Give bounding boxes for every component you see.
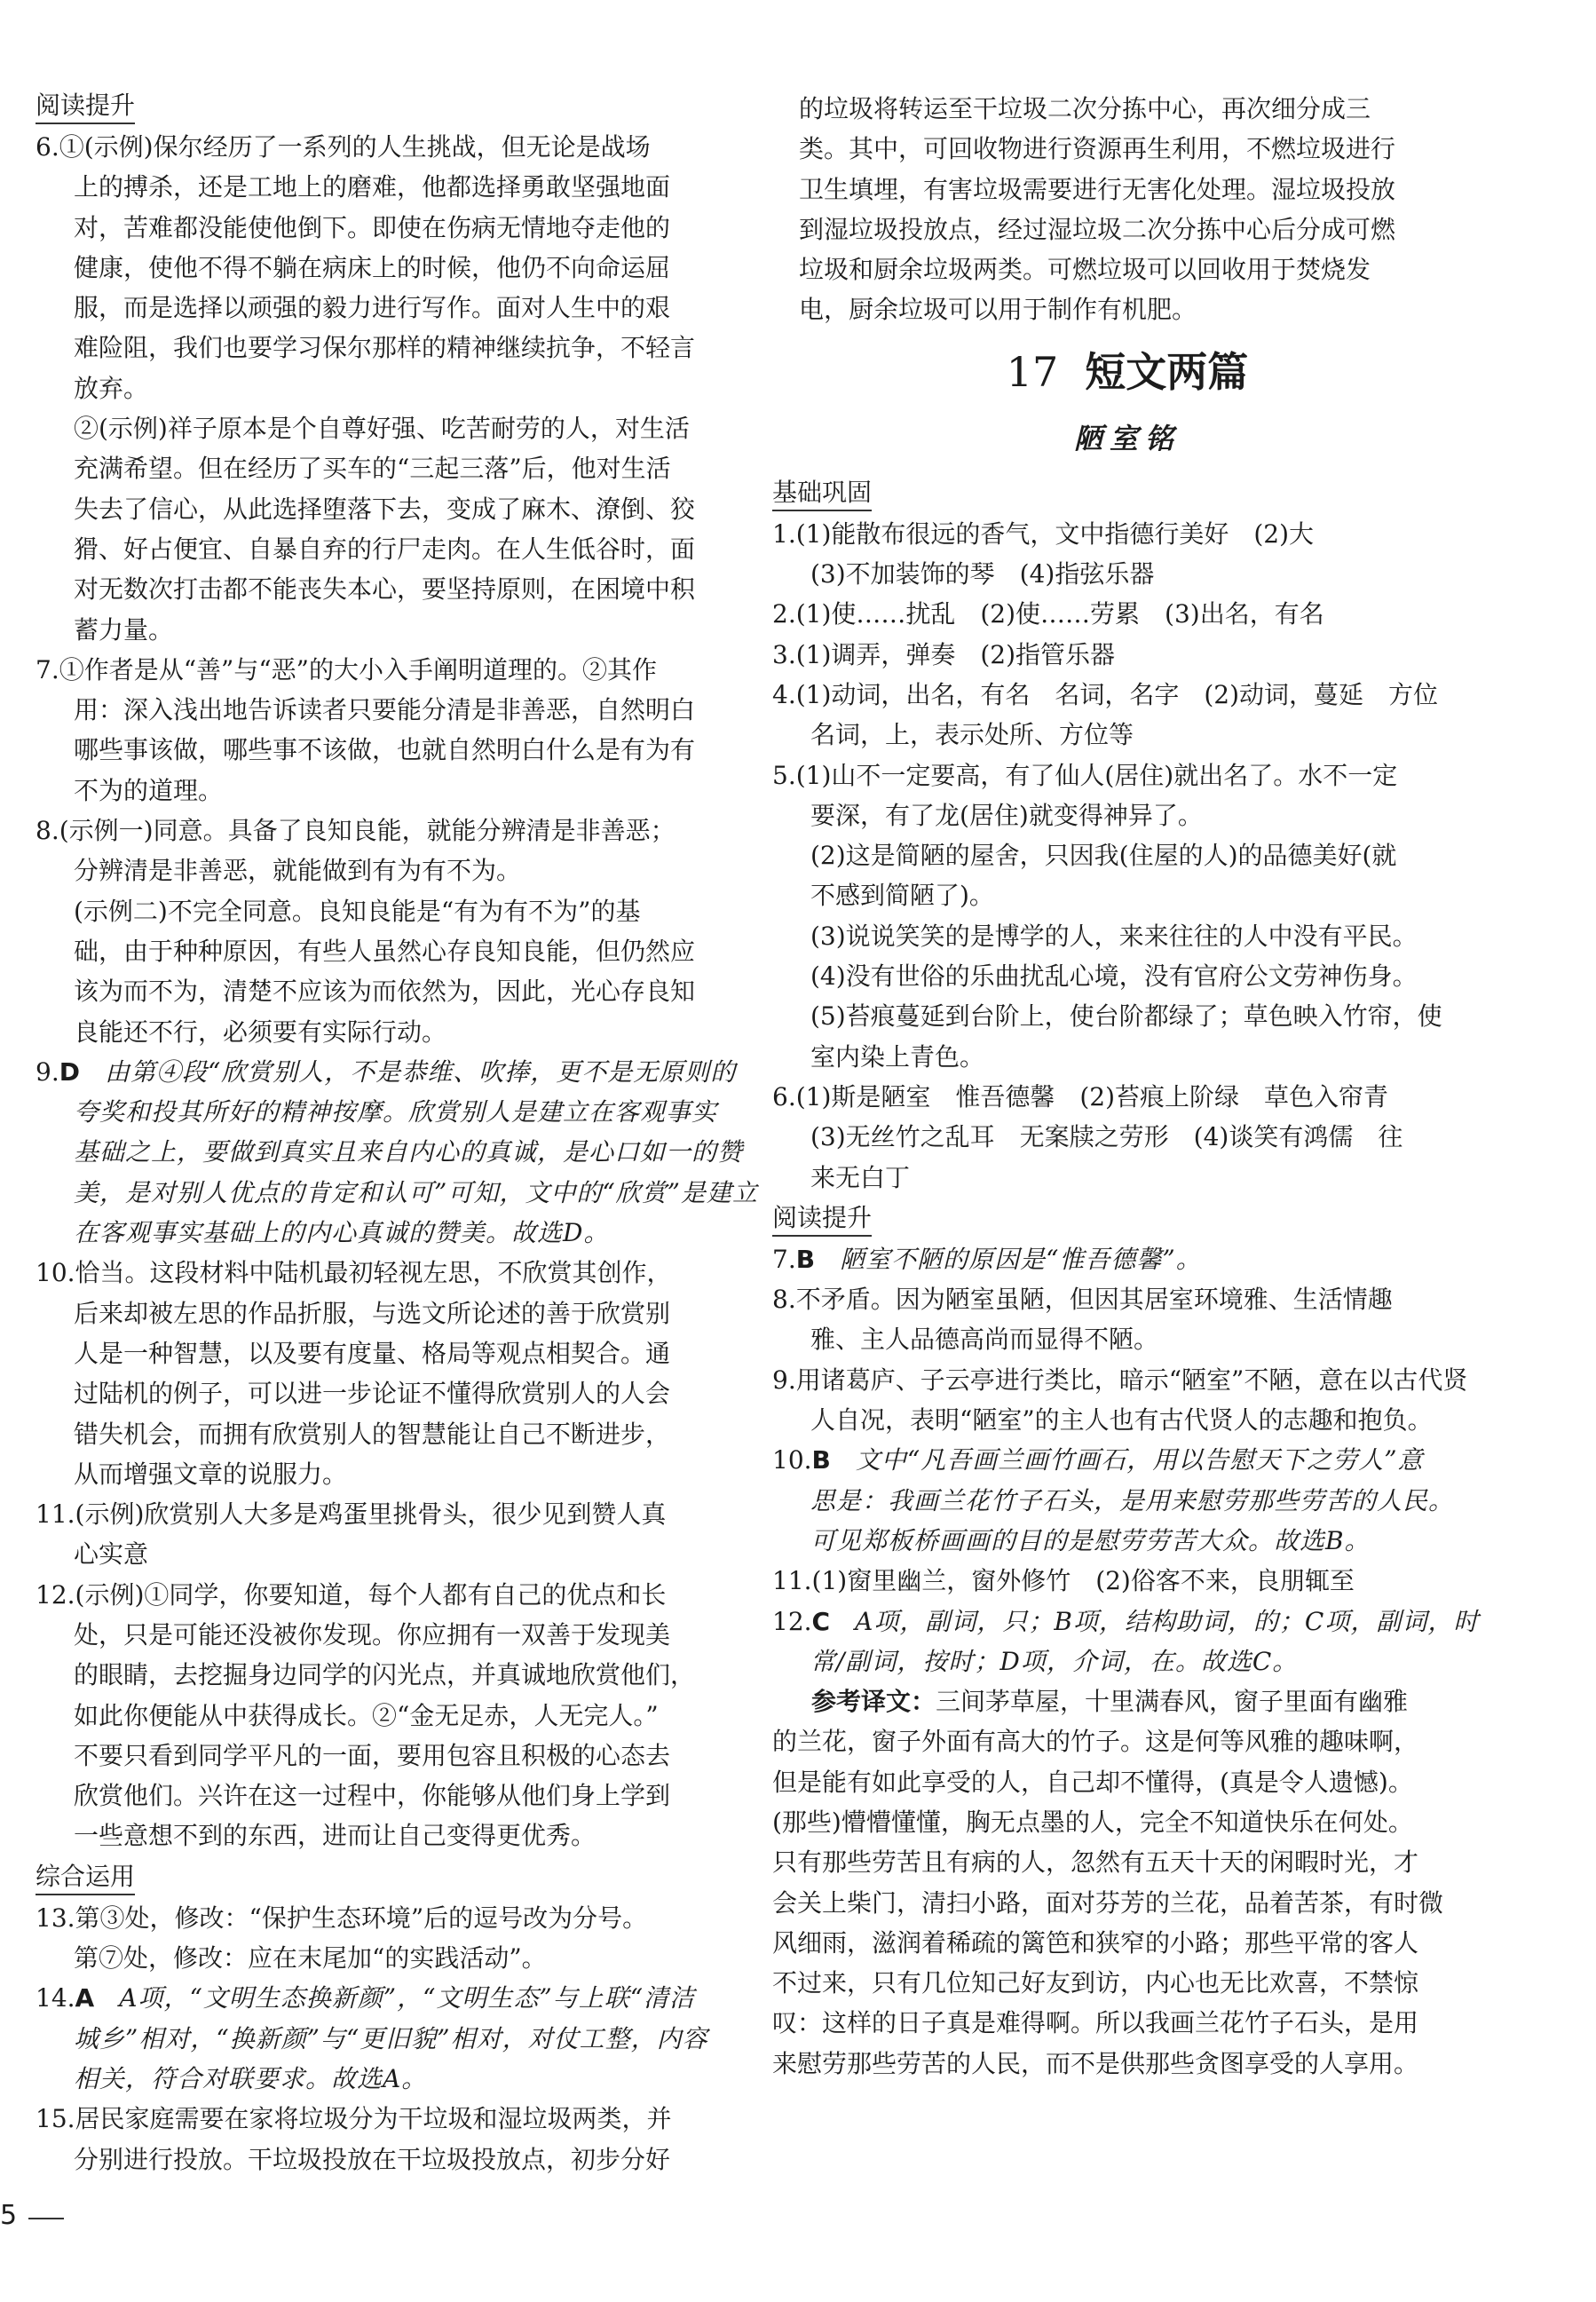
answer-letter: D xyxy=(59,1056,80,1087)
text-line: (示例二)不完全同意。良知良能是“有为有不为”的基 xyxy=(74,896,641,926)
text-line: 的垃圾将转运至干垃圾二次分拣中心，再次细分成三 xyxy=(799,94,1371,123)
text-line: 猾、好占便宜、自暴自弃的行尸走肉。在人生低谷时，面 xyxy=(74,534,696,564)
answer-r10 xyxy=(772,1440,1455,1561)
text-line: 的眼睛，去挖掘身边同学的闪光点，并真诚地欣赏他们， xyxy=(74,1660,696,1690)
text-line: 会关上柴门，清扫小路，面对芬芳的兰花，品着苦茶，有时微 xyxy=(772,1887,1444,1918)
text-line: 错失机会，而拥有欣赏别人的智慧能让自己不断进步， xyxy=(74,1419,671,1449)
text-line: 失去了信心，从此选择堕落下去，变成了麻木、潦倒、狡 xyxy=(74,494,696,524)
text-line: 良能还不行，必须要有实际行动。 xyxy=(74,1017,447,1047)
text-line: 陋室不陋的原因是“惟吾德馨”。 xyxy=(840,1244,1202,1274)
text-line: 城乡”相对，“换新颜”与“更旧貌”相对，对仗工整，内容 xyxy=(74,2023,708,2053)
text-line: 不为的道理。 xyxy=(74,775,224,805)
text-line: 12.(示例)①同学，你要知道，每个人都有自己的优点和长 xyxy=(36,1579,667,1610)
text-line: 叹：这样的日子真是难得啊。所以我画兰花竹子石头，是用 xyxy=(772,2008,1419,2038)
section-reading-label: 阅读提升 xyxy=(36,89,135,124)
text-line: 11.(示例)欣赏别人大多是鸡蛋里挑骨头，很少见到赞人真 xyxy=(36,1499,667,1530)
text-line: 不过来，只有几位知己好友到访，内心也无比欢喜，不禁惊 xyxy=(772,1968,1419,1998)
answer-q15 xyxy=(36,2099,739,2179)
text-line: 哪些事该做，哪些事不该做，也就自然明白什么是有为有 xyxy=(74,735,696,765)
answer-q11 xyxy=(36,1494,739,1575)
basic-answer-line: 2.(1)使……扰乱 (2)使……劳累 (3)出名，有名 xyxy=(772,599,1324,629)
answer-letter: C xyxy=(811,1606,831,1636)
text-line: 10.恰当。这段材料中陆机最初轻视左思，不欣赏其创作， xyxy=(36,1258,672,1288)
text-line: 夸奖和投其所好的精神按摩。欣赏别人是建立在客观事实 xyxy=(74,1097,718,1127)
text-line: 难险阻，我们也要学习保尔那样的精神继续抗争，不轻言 xyxy=(74,333,696,363)
reference-translation xyxy=(772,1681,1444,2084)
answer-q14 xyxy=(36,1978,739,2099)
text-line: 在客观事实基础上的内心真诚的赞美。故选D。 xyxy=(74,1218,610,1248)
text-line: 13.第③处，修改：“保护生态环境”后的逗号改为分号。 xyxy=(36,1903,648,1933)
chapter-number: 17 xyxy=(1006,347,1059,396)
basic-answer-line: 室内染上青色。 xyxy=(810,1041,985,1072)
text-line: 一些意想不到的东西，进而让自己变得更优秀。 xyxy=(74,1821,597,1851)
text-line: 垃圾和厨余垃圾两类。可燃垃圾可以回收用于焚烧发 xyxy=(799,255,1371,285)
text-line: 常/副词，按时；D项，介词，在。故选C。 xyxy=(810,1646,1299,1676)
text-line: 从而增强文章的说服力。 xyxy=(74,1459,348,1489)
translation-label: 参考译文： xyxy=(811,1687,936,1717)
basic-answer-line: (5)苔痕蔓延到台阶上，使台阶都绿了；草色映入竹帘，使 xyxy=(810,1001,1442,1032)
text-line: 文中“凡吾画兰画竹画石，用以告慰天下之劳人”意 xyxy=(855,1445,1424,1475)
text-line: 的兰花，窗子外面有高大的竹子。这是何等风雅的趣味啊， xyxy=(772,1727,1419,1757)
text-line: 对无数次打击都不能丧失本心，要坚持原则，在困境中积 xyxy=(74,574,696,605)
question-number: 9. xyxy=(36,1056,59,1087)
text-line: 15.居民家庭需要在家将垃圾分为干垃圾和湿垃圾两类，并 xyxy=(36,2104,672,2134)
text-line: 上的搏杀，还是工地上的磨难，他都选择勇敢坚强地面 xyxy=(74,172,671,202)
text-line: 不要只看到同学平凡的一面，要用包容且积极的心态去 xyxy=(74,1740,671,1770)
question-number: 12. xyxy=(772,1606,812,1636)
question-number: 14. xyxy=(36,1983,75,2013)
basic-answer-line: (4)没有世俗的乐曲扰乱心境，没有官府公文劳神伤身。 xyxy=(810,961,1418,992)
text-line: 三间茅草屋，十里满春风，窗子里面有幽雅 xyxy=(936,1687,1409,1717)
answer-q13 xyxy=(36,1898,739,1979)
basic-answer-line: 6.(1)斯是陋室 惟吾德馨 (2)苔痕上阶绿 草色入帘青 xyxy=(772,1081,1389,1111)
basic-answer-line: 5.(1)山不一定要高，有了仙人(居住)就出名了。水不一定 xyxy=(772,760,1398,790)
text-line: 人自况，表明“陋室”的主人也有古代贤人的志趣和抱负。 xyxy=(810,1405,1433,1436)
text-line: 该为而不为，清楚不应该为而依然为，因此，光心存良知 xyxy=(74,977,696,1007)
basic-answer-line: 要深，有了龙(居住)就变得神异了。 xyxy=(810,800,1203,830)
answer-letter: B xyxy=(795,1244,816,1274)
answer-q6 xyxy=(36,127,739,650)
text-line: 基础之上，要做到真实且来自内心的真诚，是心口如一的赞 xyxy=(74,1137,744,1167)
question-number: 7. xyxy=(772,1244,796,1274)
basic-answer-line: 来无白丁 xyxy=(810,1162,911,1192)
section-reading-label-right: 阅读提升 xyxy=(772,1201,872,1237)
text-line: 由第④段“欣赏别人，不是恭维、吹捧，更不是无原则的 xyxy=(104,1056,737,1087)
answer-r9 xyxy=(772,1360,1468,1441)
chapter-title xyxy=(826,341,1429,403)
text-line: 人是一种智慧，以及要有度量、格局等观点相契合。通 xyxy=(74,1338,671,1368)
text-line: 础，由于种种原因，有些人虽然心存良知良能，但仍然应 xyxy=(74,936,696,966)
text-line: 用：深入浅出地告诉读者只要能分清是非善恶，自然明白 xyxy=(74,695,696,725)
right-column xyxy=(772,89,1480,2084)
text-line: 类。其中，可回收物进行资源再生利用，不燃垃圾进行 xyxy=(799,134,1396,164)
text-line: 9.用诸葛庐、子云亭进行类比，暗示“陋室”不陋，意在以古代贤 xyxy=(772,1365,1468,1395)
chapter-name: 短文两篇 xyxy=(1085,347,1249,396)
text-line: ②(示例)祥子原本是个自尊好强、吃苦耐劳的人，对生活 xyxy=(74,414,690,444)
text-line: 健康，使他不得不躺在病床上的时候，他仍不向命运屈 xyxy=(74,252,671,282)
text-line: 充满希望。但在经历了买车的“三起三落”后，他对生活 xyxy=(74,454,671,484)
text-line: 到湿垃圾投放点，经过湿垃圾二次分拣中心后分成可燃 xyxy=(799,214,1396,244)
basic-answer-line: (3)说说笑笑的是博学的人，来来往往的人中没有平民。 xyxy=(810,921,1418,951)
basic-answer-line: 1.(1)能散布很远的香气，文中指德行美好 (2)大 xyxy=(772,518,1315,549)
answer-q15-continued xyxy=(772,89,1429,330)
text-line: 卫生填埋，有害垃圾需要进行无害化处理。湿垃圾投放 xyxy=(799,174,1396,204)
answer-letter: A xyxy=(75,1983,95,2013)
text-line: 欣赏他们。兴许在这一过程中，你能够从他们身上学到 xyxy=(74,1781,671,1811)
answer-r11: 11.(1)窗里幽兰，窗外修竹 (2)俗客不来，良朋辄至 xyxy=(772,1566,1355,1596)
text-line: 分辨清是非善恶，就能做到有为有不为。 xyxy=(74,856,522,886)
lesson-subtitle: 陋室铭 xyxy=(1073,421,1181,455)
text-line: 服，而是选择以顽强的毅力进行写作。面对人生中的艰 xyxy=(74,293,671,323)
text-line: 8.不矛盾。因为陋室虽陋，但因其居室环境雅、生活情趣 xyxy=(772,1285,1393,1315)
text-line: 美，是对别人优点的肯定和认可”可知，文中的“欣赏”是建立 xyxy=(74,1177,758,1207)
text-line: 蓄力量。 xyxy=(74,614,174,645)
text-line: A项，副词，只；B项，结构助词，的；C项，副词，时 xyxy=(855,1606,1480,1636)
answer-q7 xyxy=(36,650,739,811)
text-line: 但是能有如此享受的人，自己却不懂得，(真是令人遗憾)。 xyxy=(772,1767,1413,1797)
text-line: 对，苦难都没能使他倒下。即使在伤病无情地夺走他的 xyxy=(74,212,671,242)
answer-q8 xyxy=(36,811,739,1052)
text-line: 7.①作者是从“善”与“恶”的大小入手阐明道理的。②其作 xyxy=(36,654,657,684)
section-comprehensive-label: 综合运用 xyxy=(36,1860,135,1895)
text-line: 心实意 xyxy=(74,1539,149,1570)
text-line: 8.(示例一)同意。具备了良知良能，就能分辨清是非善恶； xyxy=(36,816,676,846)
basic-answers xyxy=(772,514,1442,1198)
answer-r12 xyxy=(772,1602,1480,1682)
text-line: 风细雨，滋润着稀疏的篱笆和狭窄的小路；那些平常的客人 xyxy=(772,1927,1419,1958)
answer-q12 xyxy=(36,1575,739,1856)
section-basic-label: 基础巩固 xyxy=(772,476,872,511)
text-line: 第⑦处，修改：应在末尾加“的实践活动”。 xyxy=(74,1943,547,1974)
text-line: 如此你便能从中获得成长。②“金无足赤，人无完人。” xyxy=(74,1700,659,1730)
basic-answer-line: (3)无丝竹之乱耳 无案牍之劳形 (4)谈笑有鸿儒 往 xyxy=(810,1122,1403,1152)
text-line: A项，“文明生态换新颜”，“文明生态”与上联“清洁 xyxy=(119,1983,696,2013)
text-line: 相关，符合对联要求。故选A。 xyxy=(74,2063,428,2093)
answer-q9 xyxy=(36,1052,758,1253)
question-number: 10. xyxy=(772,1445,812,1475)
text-line: 6.①(示例)保尔经历了一系列的人生挑战，但无论是战场 xyxy=(36,132,651,162)
text-line: 可见郑板桥画画的目的是慰劳劳苦大众。故选B。 xyxy=(810,1525,1371,1555)
answer-r7 xyxy=(772,1239,1429,1279)
text-line: 电，厨余垃圾可以用于制作有机肥。 xyxy=(799,295,1197,325)
basic-answer-line: 名词，上，表示处所、方位等 xyxy=(810,720,1134,750)
basic-answer-line: (3)不加装饰的琴 (4)指弦乐器 xyxy=(810,559,1155,589)
text-line: (那些)懵懵懂懂，胸无点墨的人，完全不知道快乐在何处。 xyxy=(772,1807,1413,1837)
left-column xyxy=(36,85,758,2179)
footer-dash xyxy=(28,2218,64,2219)
basic-answer-line: (2)这是简陋的屋舍，只因我(住屋的人)的品德美好(就 xyxy=(810,841,1397,871)
basic-answer-line: 4.(1)动词，出名，有名 名词，名字 (2)动词，蔓延 方位 xyxy=(772,679,1439,709)
text-line: 只有那些劳苦且有病的人，忽然有五天十天的闲暇时光，才 xyxy=(772,1847,1419,1878)
page-number: 5 xyxy=(0,2200,18,2231)
text-line: 过陆机的例子，可以进一步论证不懂得欣赏别人的人会 xyxy=(74,1379,671,1409)
basic-answer-line: 3.(1)调弄，弹奏 (2)指管乐器 xyxy=(772,639,1116,669)
basic-answer-line: 不感到简陋了)。 xyxy=(810,881,994,911)
answer-q10 xyxy=(36,1253,739,1494)
text-line: 放弃。 xyxy=(74,373,149,403)
text-line: 分别进行投放。干垃圾投放在干垃圾投放点，初步分好 xyxy=(74,2144,671,2174)
text-line: 来慰劳那些劳苦的人民，而不是供那些贪图享受的人享用。 xyxy=(772,2048,1419,2078)
text-line: 后来却被左思的作品折服，与选文所论述的善于欣赏别 xyxy=(74,1298,671,1328)
text-line: 处，只是可能还没被你发现。你应拥有一双善于发现美 xyxy=(74,1619,671,1649)
text-line: 雅、主人品德高尚而显得不陋。 xyxy=(810,1325,1159,1355)
answer-letter: B xyxy=(811,1445,831,1475)
text-line: 思是：我画兰花竹子石头，是用来慰劳那些劳苦的人民。 xyxy=(810,1485,1455,1515)
answer-r8 xyxy=(772,1279,1429,1360)
